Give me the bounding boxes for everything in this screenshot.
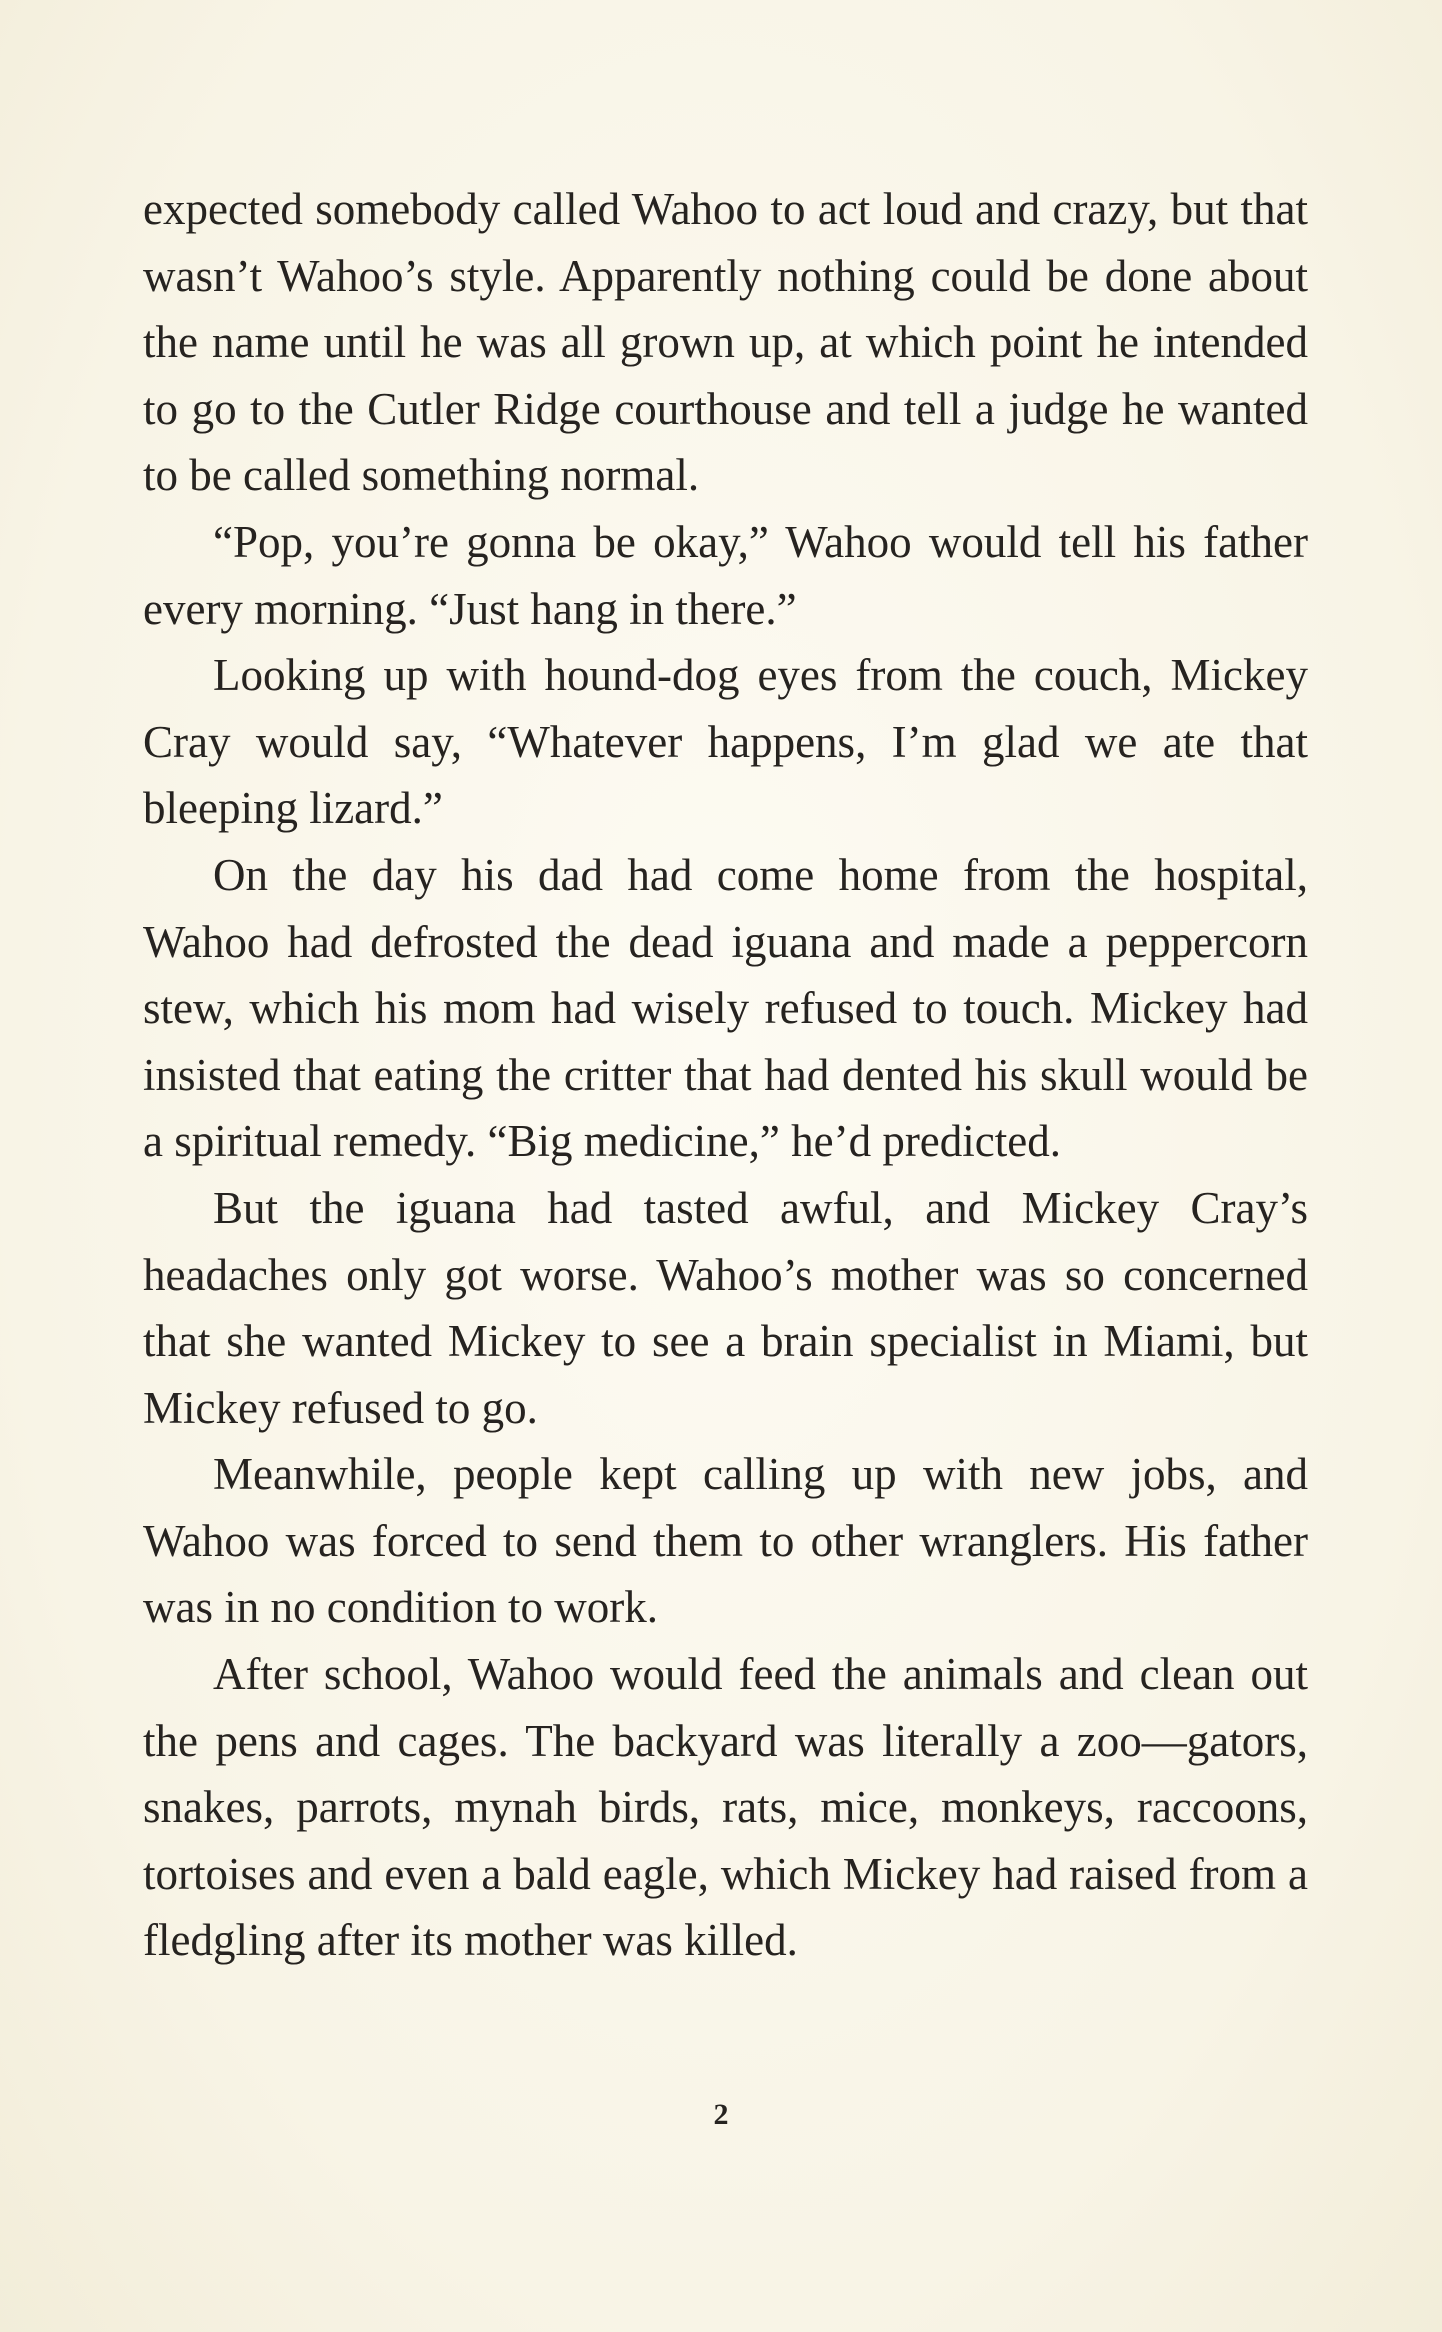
paragraph: “Pop, you’re gonna be okay,” Wahoo would tell his father every morning. “Just hang in there.” bbox=[143, 516, 1308, 634]
paragraph: But the iguana had tasted awful, and Mickey Cray’s headaches only got worse. Wahoo’s mother was so concerned that she wanted Mickey to see a brain specialist in Miami, but Mickey refused to go. bbox=[143, 1182, 1308, 1433]
paragraph: Meanwhile, people kept calling up with new jobs, and Wahoo was forced to send them to other wranglers. His father was in no condition to work. bbox=[143, 1449, 1308, 1633]
paragraph-continued: expected somebody called Wahoo to act loud and crazy, but that wasn’t Wahoo’s style. Apparently nothing could be done about the name until he was all grown up, at which point he intended to go to the Cutler Ridge courthouse and tell a judge he wanted to be called something normal. bbox=[143, 184, 1308, 501]
paragraph: On the day his dad had come home from the hospital, Wahoo had defrosted the dead iguana and made a peppercorn stew, which his mom had wisely refused to touch. Mickey had insisted that eating the critter that had dented his skull would be a spiritual remedy. “Big medicine,” he’d predicted. bbox=[143, 849, 1308, 1167]
page-body-text bbox=[143, 176, 1308, 1974]
paragraph: Looking up with hound-dog eyes from the couch, Mickey Cray would say, “Whatever happens, I’m glad we ate that bleeping lizard.” bbox=[143, 650, 1308, 834]
paragraph: After school, Wahoo would feed the animals and clean out the pens and cages. The backyard was literally a zoo—gators, snakes, parrots, mynah birds, rats, mice, monkeys, raccoons, tortoises and even a bald eagle, which Mickey had raised from a fledgling after its mother was killed. bbox=[143, 1649, 1308, 1966]
page-number: 2 bbox=[713, 2098, 729, 2131]
